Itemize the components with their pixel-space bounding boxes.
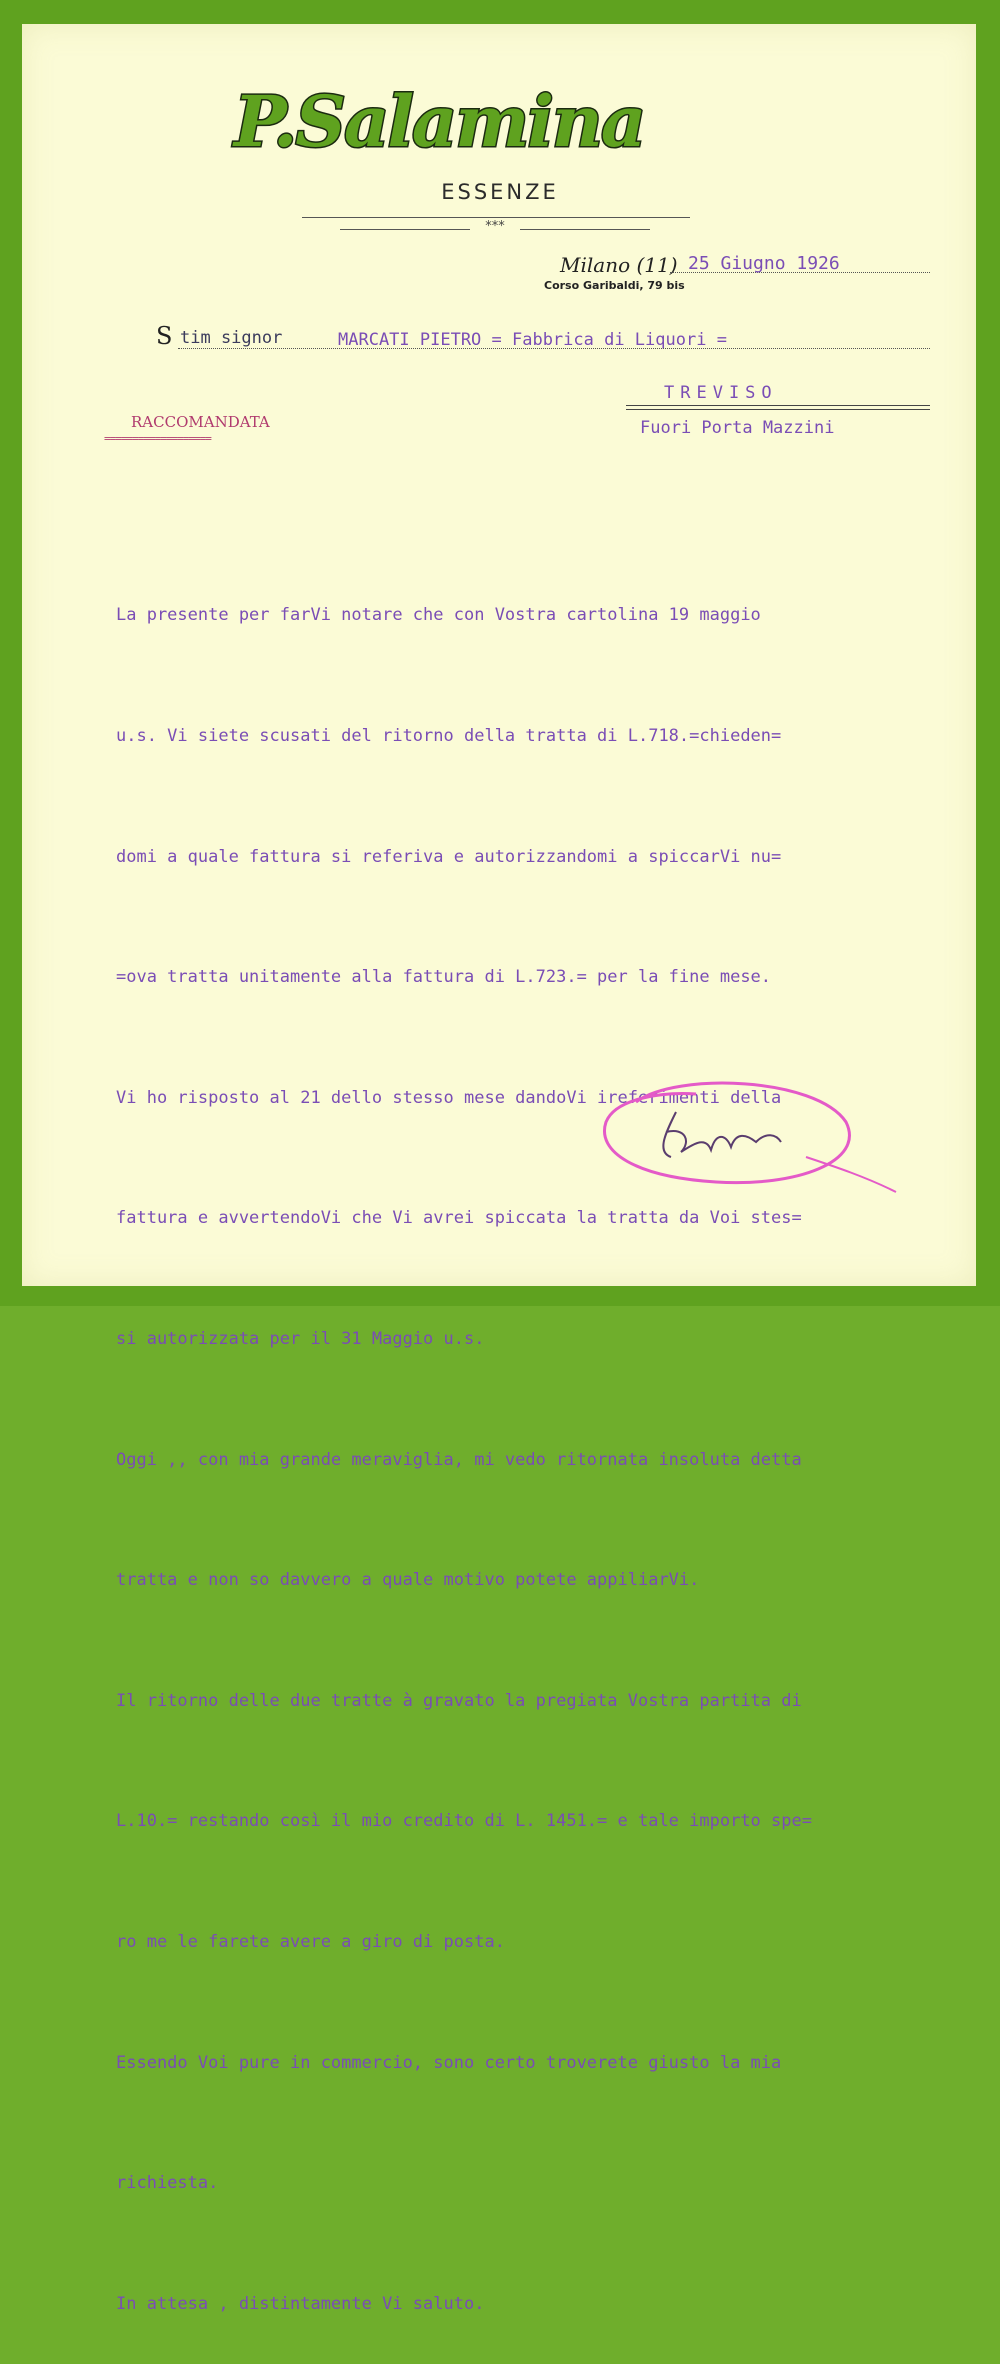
letter-body: [116, 515, 956, 2364]
body-line: Oggi ,, con mia grande meraviglia, mi vedo ritornata insoluta detta: [116, 1449, 802, 1470]
body-line: si autorizzata per il 31 Maggio u.s.: [116, 1328, 485, 1349]
logo-text: P.Salamina: [234, 80, 645, 163]
body-line: Il ritorno delle due tratte à gravato la pregiata Vostra partita di: [116, 1690, 802, 1711]
letter-date: 25 Giugno 1926: [688, 253, 840, 274]
destination-city: TREVISO: [664, 383, 778, 403]
letterhead-address: Corso Garibaldi, 79 bis: [544, 279, 685, 292]
body-line: In attesa , distintamente Vi saluto.: [116, 2293, 485, 2314]
divider-line-right: [520, 229, 650, 230]
body-line: Vi ho risposto al 21 dello stesso mese dandoVi ireferimenti della: [116, 1087, 782, 1108]
destination-rule: [626, 405, 930, 410]
registered-underline: ===================: [104, 432, 211, 445]
registered-label: RACCOMANDATA: [131, 413, 270, 431]
handwritten-signature: [596, 1072, 906, 1202]
salutation-text: tim signor: [180, 328, 283, 348]
body-line: ro me le farete avere a giro di posta.: [116, 1931, 505, 1952]
body-line: =ova tratta unitamente alla fattura di L.723.= per la fine mese.: [116, 967, 772, 988]
body-line: domi a quale fattura si referiva e autorizzandomi a spiccarVi nu=: [116, 846, 782, 867]
salutation-dotted-line: [178, 348, 930, 349]
salutation-initial: S: [156, 322, 173, 350]
recipient-name: MARCATI PIETRO = Fabbrica di Liquori =: [338, 330, 727, 350]
salamina-logo: [228, 78, 773, 168]
body-line: fattura e avvertendoVi che Vi avrei spiccata la tratta da Voi stes=: [116, 1208, 802, 1229]
ornament-stars: ***: [485, 219, 505, 234]
letterhead-city: Milano (11): [560, 253, 678, 277]
divider-line-left: [340, 229, 470, 230]
body-line: La presente per farVi notare che con Vostra cartolina 19 maggio: [116, 605, 761, 626]
body-line: Essendo Voi pure in commercio, sono certo troverete giusto la mia: [116, 2052, 782, 2073]
body-line: tratta e non so davvero a quale motivo potete appiliarVi.: [116, 1570, 700, 1591]
body-line: richiesta.: [116, 2173, 219, 2194]
body-line: L.10.= restando così il mio credito di L. 1451.= e tale importo spe=: [116, 1811, 812, 1832]
destination-street: Fuori Porta Mazzini: [640, 418, 835, 438]
body-line: u.s. Vi siete scusati del ritorno della tratta di L.718.=chieden=: [116, 726, 782, 746]
divider-line: [302, 217, 690, 218]
letterhead-subtitle: ESSENZE: [441, 180, 559, 204]
